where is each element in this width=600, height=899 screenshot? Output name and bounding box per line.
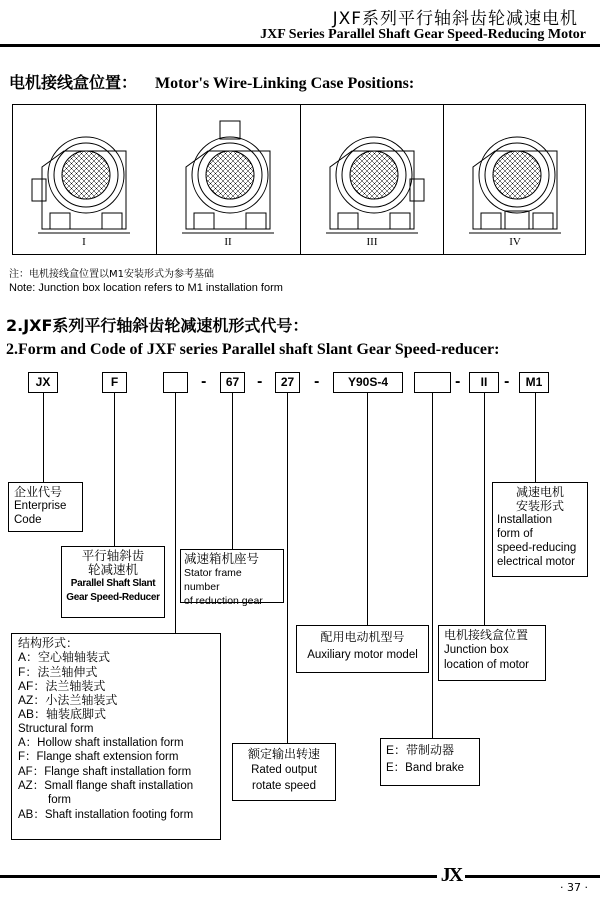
code-box-brake bbox=[414, 372, 451, 393]
label-parallel-shaft bbox=[61, 546, 165, 618]
section1-title bbox=[9, 70, 414, 93]
leader-line bbox=[367, 393, 368, 625]
motor-front-view-box-bottom bbox=[445, 111, 585, 246]
code-box-structure bbox=[163, 372, 188, 393]
note-cn: 注：电机接线盒位置以M1安装形式为参考基础 bbox=[9, 269, 214, 280]
label-en: Parallel Shaft Slant bbox=[70, 578, 156, 589]
panel-divider bbox=[156, 105, 157, 254]
leader-line bbox=[175, 393, 176, 633]
label-en: Gear Speed-Reducer bbox=[66, 592, 160, 603]
list-item: AZ：小法兰轴装式 bbox=[18, 693, 118, 708]
junction-position-diagram bbox=[12, 104, 586, 255]
section2-title-en: 2.Form and Code of JXF series Parallel shaft Slant Gear Speed-reducer: bbox=[6, 341, 500, 358]
list-item: F：法兰轴伸式 bbox=[18, 664, 98, 679]
list-item: AF：Flange shaft installation form bbox=[18, 765, 192, 778]
label-en: location of motor bbox=[444, 659, 530, 671]
motor-position-1 bbox=[14, 111, 154, 246]
label-en: of reduction gear bbox=[184, 595, 263, 607]
leader-line bbox=[535, 393, 536, 482]
label-stator-frame bbox=[180, 549, 284, 607]
position-label: III bbox=[366, 236, 378, 248]
label-cn: 轮减速机 bbox=[87, 563, 138, 577]
label-cn: 电机接线盒位置 bbox=[444, 628, 529, 642]
code-box-motor-model: Y90S-4 bbox=[333, 372, 403, 393]
label-en: Structural form bbox=[18, 722, 94, 735]
code-separator: - bbox=[201, 375, 207, 390]
label-cn: 额定输出转速 bbox=[247, 747, 320, 761]
code-box-enterprise: JX bbox=[28, 372, 58, 393]
code-box-installation: M1 bbox=[519, 372, 549, 393]
code-separator: - bbox=[504, 375, 510, 390]
header-title-cn: JXF系列平行轴斜齿轮减速电机 bbox=[332, 9, 578, 29]
motor-position-3 bbox=[302, 111, 442, 246]
code-box-junction: II bbox=[469, 372, 499, 393]
motor-position-4 bbox=[445, 111, 585, 246]
label-cn: 减速箱机座号 bbox=[184, 552, 260, 566]
position-label: I bbox=[82, 236, 86, 248]
code-box-frame: 67 bbox=[220, 372, 245, 393]
code-separator: - bbox=[455, 375, 461, 390]
code-box-speed: 27 bbox=[275, 372, 300, 393]
label-en: Auxiliary motor model bbox=[307, 649, 418, 661]
list-item: AB：轴装底脚式 bbox=[18, 707, 107, 722]
header-rule bbox=[0, 44, 600, 47]
label-en: Enterprise bbox=[14, 500, 67, 512]
brand-logo: JX bbox=[437, 863, 465, 887]
list-item: A：Hollow shaft installation form bbox=[18, 737, 184, 750]
list-item: A：空心轴轴装式 bbox=[18, 650, 111, 665]
list-item: AF：法兰轴装式 bbox=[18, 678, 106, 693]
list-item: AB：Shaft installation footing form bbox=[18, 808, 194, 821]
code-separator: - bbox=[257, 375, 263, 390]
label-en: rotate speed bbox=[252, 780, 316, 792]
list-item: F：Flange shaft extension form bbox=[18, 751, 179, 764]
label-cn: 减速电机 bbox=[515, 485, 564, 499]
position-label: IV bbox=[509, 236, 521, 248]
label-en: E：Band brake bbox=[386, 762, 464, 774]
section2-title-cn: 2.JXF系列平行轴斜齿轮减速机形式代号： bbox=[6, 316, 309, 335]
motor-front-view-box-left bbox=[14, 111, 154, 246]
panel-divider bbox=[300, 105, 301, 254]
label-auxiliary-motor bbox=[296, 625, 429, 673]
leader-line bbox=[484, 393, 485, 625]
panel-divider bbox=[443, 105, 444, 254]
list-item: AZ：Small flange shaft installation bbox=[18, 779, 194, 792]
label-rated-speed bbox=[232, 743, 336, 801]
header-title-en: JXF Series Parallel Shaft Gear Speed-Reducing Motor bbox=[260, 27, 586, 42]
label-cn: 配用电动机型号 bbox=[320, 630, 405, 644]
motor-front-view-box-right bbox=[302, 111, 442, 246]
note-en: Note: Junction box location refers to M1 installation form bbox=[9, 282, 283, 294]
section1-title-cn: 电机接线盒位置： bbox=[9, 73, 138, 92]
leader-line bbox=[432, 393, 433, 738]
leader-line bbox=[43, 393, 44, 482]
label-en: speed-reducing bbox=[497, 542, 577, 554]
position-label: II bbox=[224, 236, 232, 248]
label-cn: 企业代号 bbox=[14, 485, 63, 499]
leader-line bbox=[232, 393, 233, 549]
label-junction-box bbox=[438, 625, 546, 681]
leader-line bbox=[287, 393, 288, 743]
label-cn: 平行轴斜齿 bbox=[81, 549, 145, 563]
code-separator: - bbox=[314, 375, 320, 390]
label-installation-form bbox=[492, 482, 588, 577]
footer-rule bbox=[0, 875, 600, 878]
section1-title-en: Motor's Wire-Linking Case Positions: bbox=[155, 75, 415, 92]
label-en: Junction box bbox=[444, 644, 509, 656]
label-en: Installation bbox=[497, 514, 552, 526]
label-en: Rated output bbox=[251, 764, 317, 776]
label-structural-form bbox=[11, 633, 221, 840]
code-box-type: F bbox=[102, 372, 127, 393]
motor-position-2 bbox=[158, 111, 298, 246]
label-cn: 安装形式 bbox=[515, 499, 564, 513]
label-cn: E：带制动器 bbox=[386, 743, 455, 757]
label-cn: 结构形式： bbox=[18, 636, 79, 650]
label-en: form of bbox=[497, 528, 533, 540]
label-en: electrical motor bbox=[497, 556, 575, 568]
motor-front-view-box-top bbox=[158, 111, 298, 246]
label-enterprise-code bbox=[8, 482, 83, 532]
label-en: Stator frame number bbox=[184, 567, 242, 593]
label-brake bbox=[380, 738, 480, 786]
page-number: · 37 · bbox=[560, 881, 588, 894]
list-item: form bbox=[48, 794, 71, 807]
leader-line bbox=[114, 393, 115, 546]
label-en: Code bbox=[14, 514, 42, 526]
